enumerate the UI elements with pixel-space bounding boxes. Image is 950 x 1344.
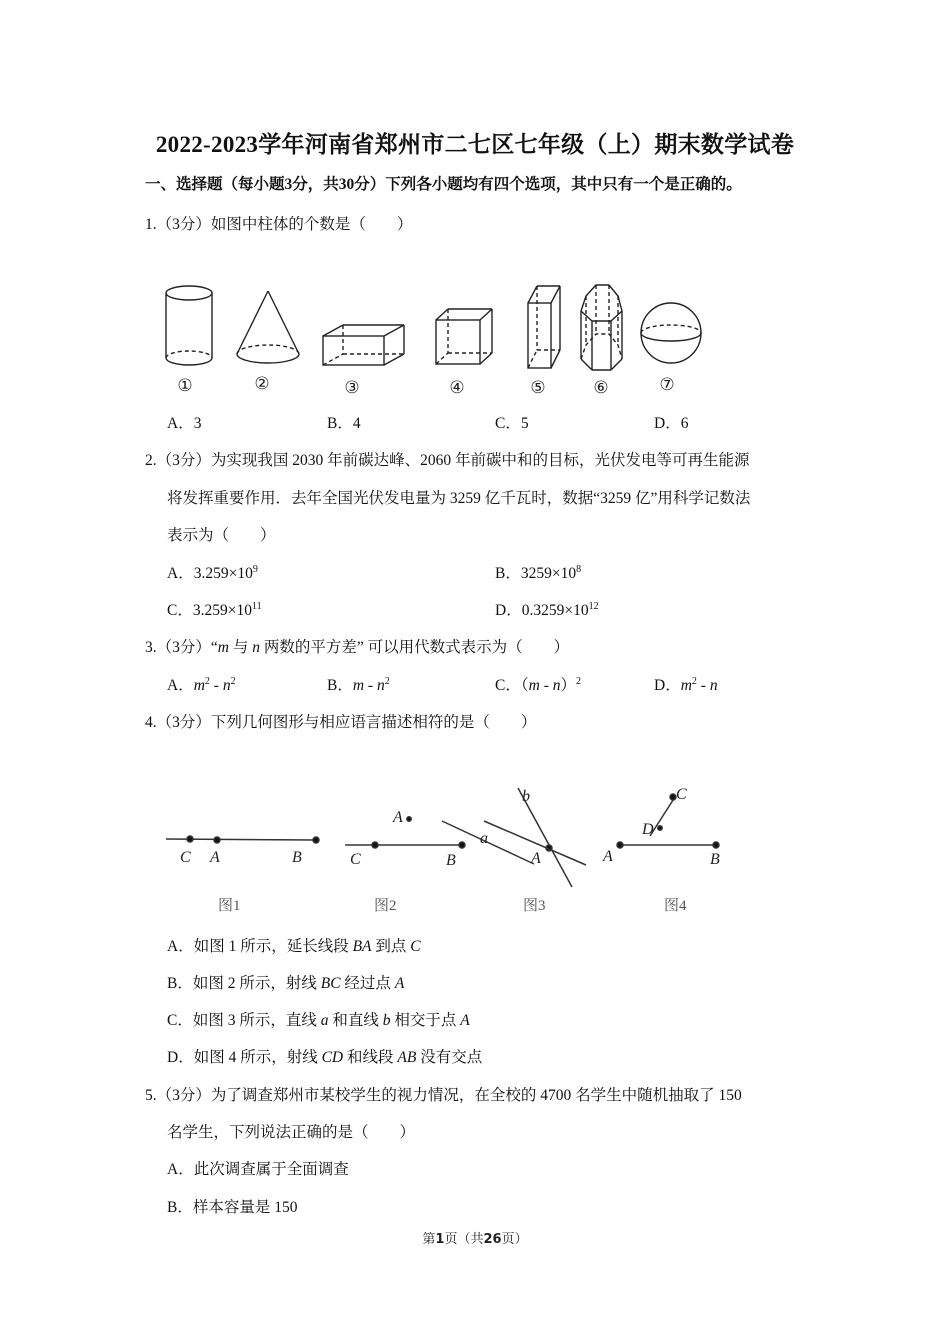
figure-4-caption: 图4: [664, 898, 687, 914]
question-2-stem-line-3: 表示为（ ）: [167, 527, 276, 544]
figure-label: ⑦: [659, 375, 675, 394]
figure-label: ④: [449, 378, 465, 397]
question-1-stem: 1.（3分）如图中柱体的个数是（ ）: [145, 216, 413, 233]
question-4-stem: 4.（3分）下列几何图形与相应语言描述相符的是（ ）: [145, 714, 537, 731]
question-5-option-a[interactable]: A．此次调查属于全面调查: [167, 1161, 349, 1178]
svg-text:A: A: [393, 809, 403, 826]
figure-2-ray: [345, 817, 465, 848]
question-3-option-d[interactable]: D．$m^2$ - n: [654, 676, 718, 694]
figure-3-caption: 图3: [523, 898, 546, 914]
figure-3-intersecting-lines: [442, 788, 572, 887]
figure-1-line-segment: [166, 836, 319, 843]
figure-label: ③: [344, 378, 360, 397]
figure-label: ⑤: [530, 378, 546, 397]
question-1-option-b[interactable]: B．4: [327, 415, 361, 432]
question-5-option-b[interactable]: B．样本容量是 150: [167, 1199, 298, 1216]
question-4-option-a[interactable]: A．如图 1 所示，延长线段 BA 到点 C: [167, 938, 421, 955]
svg-text:B: B: [446, 852, 456, 869]
svg-text:C: C: [180, 849, 191, 866]
svg-text:D: D: [642, 821, 654, 838]
page-title: 2022-2023学年河南省郑州市二七区七年级（上）期末数学试卷: [155, 132, 795, 157]
question-4-option-c[interactable]: C．如图 3 所示，直线 a 和直线 b 相交于点 A: [167, 1012, 470, 1029]
question-4-option-b[interactable]: B．如图 2 所示，射线 BC 经过点 A: [167, 975, 405, 992]
question-3-option-a[interactable]: A．$m^2 - n^2$: [167, 676, 236, 694]
question-2-stem-line-2: 将发挥重要作用．去年全国光伏发电量为 3259 亿千瓦时，数据“3259 亿”用科学记数法: [167, 490, 751, 507]
question-1-option-d[interactable]: D．6: [654, 415, 689, 432]
svg-text:b: b: [522, 788, 530, 805]
question-5-stem-line-2: 名学生，下列说法正确的是（ ）: [167, 1124, 416, 1141]
question-5-stem-line-1: 5.（3分）为了调查郑州市某校学生的视力情况，在全校的 4700 名学生中随机抽取了 150: [145, 1087, 742, 1104]
svg-text:C: C: [676, 786, 687, 803]
question-2-option-b[interactable]: B．$3259\times 10^8$: [495, 564, 582, 582]
question-2-option-a[interactable]: A．$3.259\times 10^9$: [167, 564, 258, 582]
question-2-stem-line-1: 2.（3分）为实现我国 2030 年前碳达峰、2060 年前碳中和的目标，光伏发电等可再生能源: [145, 452, 750, 469]
question-3-option-b[interactable]: B．m - $n^2$: [327, 676, 390, 694]
question-2-option-c[interactable]: C．$3.259\times 10^{11}$: [167, 601, 262, 619]
svg-text:B: B: [292, 849, 302, 866]
figure-label: ①: [177, 376, 193, 395]
page-footer: 第1页（共26页）: [422, 1232, 528, 1247]
figure-label: ⑥: [593, 378, 609, 397]
svg-text:A: A: [603, 848, 613, 865]
svg-text:A: A: [531, 850, 541, 867]
svg-text:C: C: [350, 851, 361, 868]
figure-1-caption: 图1: [218, 898, 241, 914]
figure-2-caption: 图2: [374, 898, 397, 914]
figure-4-ray-and-segment: [617, 794, 719, 848]
question-3-option-c[interactable]: C．（m - n）$^2$: [495, 676, 581, 694]
question-3-stem: 3.（3分）“m 与 n 两数的平方差” 可以用代数式表示为（ ）: [145, 639, 570, 656]
svg-text:B: B: [710, 851, 720, 868]
question-1-option-c[interactable]: C．5: [495, 415, 529, 432]
figure-label: ②: [254, 374, 270, 393]
svg-text:A: A: [210, 849, 220, 866]
section-heading: 一、选择题（每小题3分，共30分）下列各小题均有四个选项，其中只有一个是正确的。: [145, 176, 742, 193]
svg-text:a: a: [480, 830, 488, 847]
question-1-option-a[interactable]: A．3: [167, 415, 202, 432]
question-2-option-d[interactable]: D．$0.3259\times 10^{12}$: [495, 601, 599, 619]
question-4-option-d[interactable]: D．如图 4 所示，射线 CD 和线段 AB 没有交点: [167, 1049, 483, 1066]
